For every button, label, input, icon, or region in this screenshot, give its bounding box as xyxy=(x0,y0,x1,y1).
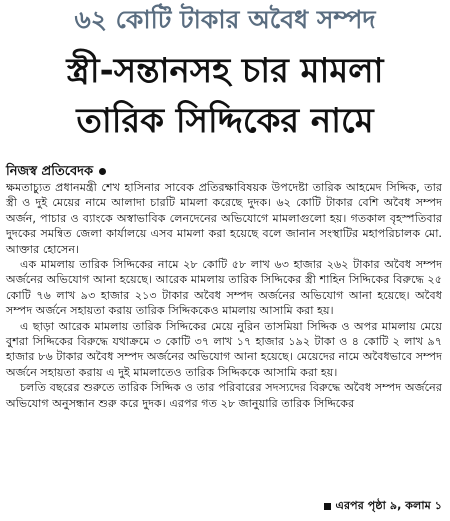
paragraph: এ ছাড়া আরেক মামলায় তারিক সিদ্দিকের মেয়ে নুরিন তাসমিয়া সিদ্দিক ও অপর মামলায় মেয়ে বুশরা সিদ্দিকের বিরুদ্ধে যথাক্রমে ৩ কোটি ৩৭ লাখ ১৭ হাজার ১৯২ টাকা ও ৪ কোটি ২ লাখ ৯৭ হাজার ৮৬ টাকার অবৈধ সম্পদ অর্জনের অভিযোগ আনা হয়েছে। মেয়েদের নামে অবৈধভাবে সম্পদ অর্জনে সহায়তা করায় এ দুই মামলাতেও তারিক সিদ্দিককে আসামি করা হয়। xyxy=(6,319,442,379)
continuation-text: এরপর পৃষ্ঠা ৯, কলাম ১ xyxy=(335,499,442,512)
kicker: ৬২ কোটি টাকার অবৈধ সম্পদ xyxy=(74,5,376,34)
paragraph: এক মামলায় তারিক সিদ্দিকের নামে ২৮ কোটি ৫৮ লাখ ৬৩ হাজার ২৬২ টাকার অবৈধ সম্পদ অর্জনের অভিযোগ আনা হয়েছে। আরেক মামলায় তারিক সিদ্দিকের স্ত্রী শাহিন সিদ্দিকের বিরুদ্ধে ২৫ কোটি ৭৬ লাখ ৯৩ হাজার ২১৩ টাকার অবৈধ সম্পদ অর্জনের অভিযোগ আনা হয়েছে। অবৈধ সম্পদ অর্জনে সহায়তা করায় তারিক সিদ্দিককেও মামলায় আসামি করা হয়। xyxy=(6,258,442,318)
square-icon xyxy=(324,503,331,510)
headline xyxy=(0,46,450,146)
headline-line-1: স্ত্রী-সন্তানসহ চার মামলা xyxy=(66,51,384,91)
bullet-icon xyxy=(99,168,106,175)
article-body xyxy=(6,180,442,411)
paragraph: ক্ষমতাচ্যুত প্রধানমন্ত্রী শেখ হাসিনার সাবেক প্রতিরক্ষাবিষয়ক উপদেষ্টা তারিক আহমেদ সিদ্দিক, তার স্ত্রী ও দুই মেয়ের নামে আলাদা চারটি মামলা করেছে দুদক। ৬২ কোটি টাকার বেশি অবৈধ সম্পদ অর্জন, পাচার ও ব্যাংকে অস্বাভাবিক লেনদেনের অভিযোগে মামলাগুলো হয়। গতকাল বৃহস্পতিবার দুদকের সমন্বিত জেলা কার্যালয়ে এসব মামলা করা হয়েছে বলে জানান সংস্থাটির মহাপরিচালক মো. আক্তার হোসেন। xyxy=(6,181,442,256)
headline-line-2: তারিক সিদ্দিকের নামে xyxy=(76,101,374,141)
paragraph: চলতি বছরের শুরুতে তারিক সিদ্দিক ও তার পরিবারের সদস্যদের বিরুদ্ধে অবৈধ সম্পদ অর্জনের অভিযোগ অনুসন্ধান শুরু করে দুদক। এরপর গত ২৮ জানুয়ারি তারিক সিদ্দিকের xyxy=(6,381,442,410)
continuation-note xyxy=(324,497,442,516)
byline-text: নিজস্ব প্রতিবেদক xyxy=(6,164,94,179)
